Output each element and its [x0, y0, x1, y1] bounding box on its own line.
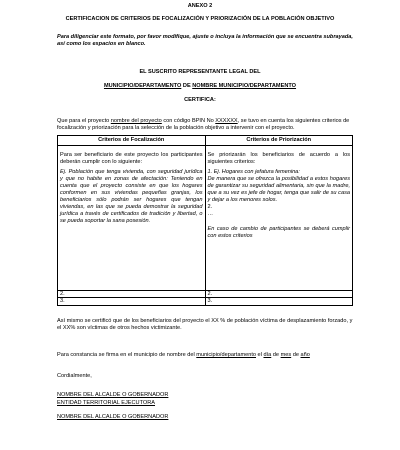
- prioritization-cell: [205, 145, 353, 290]
- signature-name-2: NOMBRE DEL ALCALDE O GOBERNADOR: [57, 414, 169, 420]
- prioritization-example-title: 1. Ej. Hogares con jefatura femenina:: [207, 168, 300, 175]
- prioritization-row-3: 3.: [205, 298, 353, 306]
- intro-text-c: con código BPIN No: [161, 118, 216, 124]
- focalization-row-2: 2.: [58, 290, 206, 298]
- bpin-placeholder: XXXXXX: [215, 118, 238, 124]
- intro-text-e: , se tuvo en cuenta los siguientes criterios de focalización y priorización para la selección de la población objetivo a intervenir con el proyecto.: [57, 118, 350, 131]
- focalization-intro: Para ser beneficiario de este proyecto los participantes deberán cumplir con lo siguiente:: [60, 151, 203, 165]
- focalization-header: Criterios de Focalización: [58, 136, 206, 146]
- signature-entity: ENTIDAD TERRITORIAL EJECUTORA: [57, 400, 156, 406]
- constancia-year-placeholder: año: [300, 352, 310, 358]
- municipality-name: NOMBRE MUNICIPIO/DEPARTAMENTO: [192, 83, 297, 89]
- prioritization-note: En caso de cambio de participantes se deberá cumplir con estos criterios: [207, 225, 350, 239]
- instructions-text: Para diligenciar este formato, por favor modifique, ajuste o incluya la información que se encuentra subrayada, así como los espacios en blanco.: [57, 34, 353, 47]
- constancia-text-a: Para constancia se firma en el municipio de nombre del: [57, 352, 197, 358]
- prioritization-header: Criterios de Priorización: [205, 136, 353, 146]
- municipality-de: DE: [181, 83, 193, 89]
- certifica-heading: CERTIFICA:: [184, 97, 216, 103]
- constancia-day-placeholder: día: [263, 352, 272, 358]
- intro-text-a: Que para el proyecto: [57, 118, 111, 124]
- criteria-table: [57, 135, 353, 306]
- project-name-placeholder: nombre del proyecto: [110, 118, 162, 124]
- document-title: CERTIFICACION DE CRITERIOS DE FOCALIZACIÓN Y PRIORIZACIÓN DE LA POBLACIÓN OBJETIVO: [65, 16, 335, 22]
- constancia-month-placeholder: mes: [280, 352, 292, 358]
- focalization-cell: [58, 145, 206, 290]
- prioritization-intro: Se priorizarán los beneficiarios de acuerdo a los siguientes criterios:: [207, 151, 350, 165]
- constancia-municipality-placeholder: municipio/departamento: [196, 352, 256, 358]
- prioritization-row-2: 2.: [205, 290, 353, 298]
- municipality-type: MUNICIPIO/DEPARTAMENTO: [103, 83, 182, 89]
- prioritization-example: De manera que se ofrezca la posibilidad a estos hogares de garantizar su seguridad alimentaria, sin que la madre, que a su vez es jefe de hogar, tenga que salir de su casa y dejar a los menores solos.: [207, 175, 350, 203]
- focalization-example: Ej. Población que tenga vivienda, con seguridad jurídica y que no habite en zonas de afectación: Teniendo en cuenta que el proyecto consiste en que los hogares conformen en sus viviendas pequeñas granjas, los beneficiarios sólo podrán ser hogares que tengan viviendas, en las que se pueda demostrar la seguridad jurídica a través de certificados de tradición y libertad, o se pueda soportar la sana posesión.: [60, 168, 203, 224]
- victims-paragraph: Así mismo se certificó que de los beneficiarios del proyecto el XX % de población víctima de desplazamiento forzado, y el XX% son víctimas de otros hechos victimizante.: [57, 318, 353, 331]
- constancia-text-g: de: [291, 352, 301, 358]
- constancia-text-e: de: [271, 352, 281, 358]
- constancia-text-c: el: [256, 352, 264, 358]
- signature-statement: [57, 352, 357, 359]
- intro-paragraph: [57, 118, 357, 132]
- suscrito-heading: EL SUSCRITO REPRESENTANTE LEGAL DEL: [139, 69, 261, 75]
- closing-text: Cordialmente,: [57, 373, 92, 379]
- prioritization-item-2: 2.: [207, 203, 213, 210]
- prioritization-ellipsis: …: [207, 210, 214, 217]
- focalization-row-3: 3.: [58, 298, 206, 306]
- signature-name-1: NOMBRE DEL ALCALDE O GOBERNADOR: [57, 392, 169, 398]
- municipality-line: [0, 83, 400, 90]
- annex-label: ANEXO 2: [187, 3, 213, 9]
